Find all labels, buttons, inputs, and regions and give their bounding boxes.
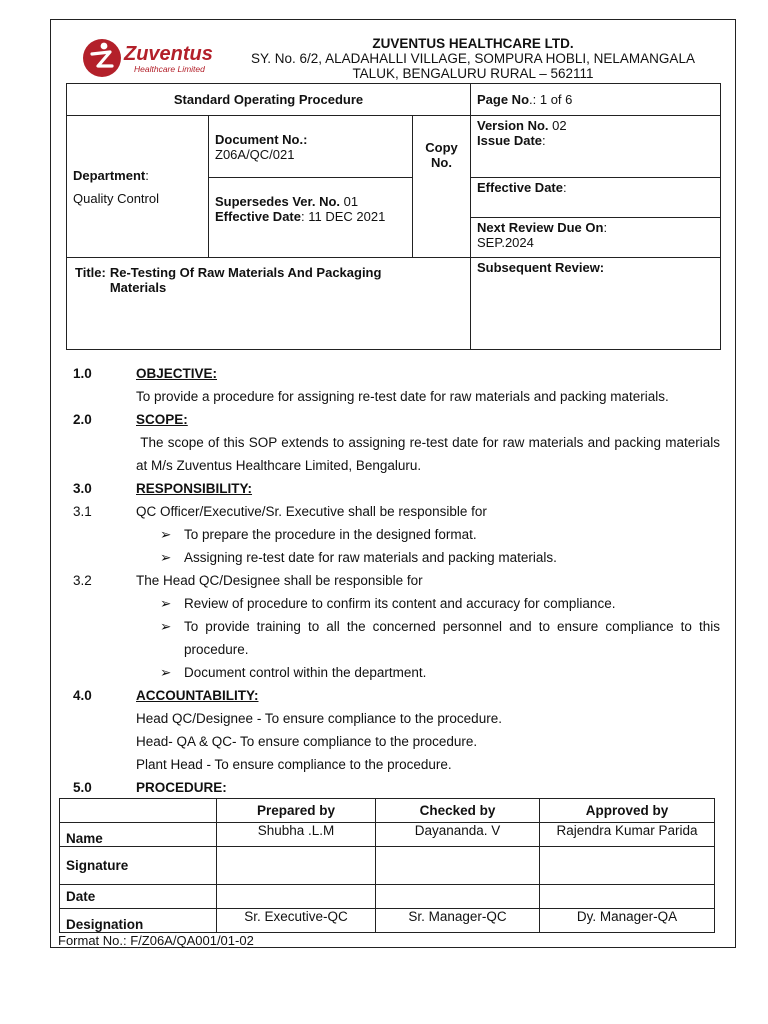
- scope-text: The scope of this SOP extends to assigning re-test date for raw materials and packing materials at M/s Zuventus Healthcare Limited, Bengaluru.: [136, 435, 724, 473]
- list-item: ➢ Document control within the department.: [160, 665, 427, 680]
- copy-no-label: Copy No.: [413, 116, 471, 258]
- format-number: Format No.: F/Z06A/QA001/01-02: [58, 933, 254, 948]
- name-label: Name: [60, 823, 217, 847]
- department-cell: Department: Quality Control: [67, 116, 209, 258]
- title-label: Title:: [75, 265, 106, 280]
- list-item: ➢ Assigning re-test date for raw materials and packing materials.: [160, 550, 557, 565]
- responsibility-3-1: QC Officer/Executive/Sr. Executive shall be responsible for: [136, 504, 487, 519]
- supersedes-label: Supersedes Ver. No.: [215, 194, 341, 209]
- responsibility-heading: RESPONSIBILITY:: [136, 481, 253, 496]
- document-no-value: Z06A/QC/021: [215, 146, 295, 162]
- list-item: ➢ To provide training to all the concerned personnel and to ensure compliance to this procedure.: [160, 619, 720, 657]
- version-label: Version No.: [477, 118, 549, 133]
- checked-by-designation: Sr. Manager-QC: [376, 909, 540, 933]
- next-review-label: Next Review Due On: [477, 220, 604, 235]
- company-name: ZUVENTUS HEALTHCARE LTD.: [372, 36, 574, 51]
- version-cell: Version No. 02 Issue Date:: [471, 116, 721, 178]
- review-dates-cell: Effective Date: Next Review Due On: SEP.2024: [471, 178, 721, 258]
- signature-cell: [540, 847, 715, 885]
- sop-header-table: [66, 83, 721, 350]
- company-address-line2: TALUK, BENGALURU RURAL – 562111: [352, 66, 594, 81]
- objective-heading: OBJECTIVE:: [136, 366, 218, 381]
- date-cell: [217, 885, 376, 909]
- accountability-heading: ACCOUNTABILITY:: [136, 688, 259, 703]
- document-no-label: Document No.:: [215, 131, 308, 147]
- checked-by-header: Checked by: [376, 799, 540, 823]
- supersedes-value: 01: [340, 194, 359, 209]
- approved-by-header: Approved by: [540, 799, 715, 823]
- responsibility-3-2: The Head QC/Designee shall be responsible for: [136, 573, 423, 588]
- department-label: Department: [73, 167, 146, 183]
- supersedes-effective-label: Effective Date: [215, 209, 301, 224]
- supersedes-cell: [209, 178, 413, 258]
- sop-label: Standard Operating Procedure: [67, 84, 471, 116]
- designation-label: Designation: [60, 909, 217, 933]
- logo-text: Zuventus: [124, 43, 213, 65]
- procedure-heading: PROCEDURE:: [136, 780, 227, 795]
- company-header: [228, 36, 718, 81]
- accountability-line: Plant Head - To ensure compliance to the procedure.: [136, 757, 452, 772]
- prepared-by-name: Shubha .L.M: [217, 823, 376, 847]
- sop-body: 1.0 OBJECTIVE: To provide a procedure for assigning re-test date for raw materials and packing materials. 2.0 SCOPE: The scope of this SOP extends to assigning re-test date for raw materials and packing materials at M/s Zuventus Healthcare Limited, Bengaluru. 3.0 RESPONSIBILITY: 3.1 QC Officer/Executive/Sr. Executive shall be responsible for ➢ To prepare the procedure in the designed format. ➢ Assigning re-test date for raw materials and packing materials. 3.2 The Head QC/Designee shall be responsible for ➢ Review of procedure to confirm its content and accuracy for compliance. ➢ To provide training to all the concerned personnel and to ensure compliance to this procedure. ➢ Document control within the department. 4.0 ACCOUNTABILITY: Head QC/Designee - To ensure compliance to the procedure. Head- QA & QC- To ensure compliance to the procedure. Plant Head - To ensure compliance to the procedure. 5.0 PROCEDURE:: [66, 362, 720, 799]
- objective-text: To provide a procedure for assigning re-test date for raw materials and packing materials.: [136, 389, 669, 404]
- issue-date-label: Issue Date: [477, 133, 543, 148]
- prepared-by-header: Prepared by: [217, 799, 376, 823]
- accountability-line: Head- QA & QC- To ensure compliance to the procedure.: [136, 734, 478, 749]
- signoff-table: [59, 798, 715, 933]
- signature-cell: [376, 847, 540, 885]
- approved-by-designation: Dy. Manager-QA: [540, 909, 715, 933]
- document-no-cell: [209, 116, 413, 178]
- department-value: Quality Control: [73, 190, 159, 206]
- company-address-line1: SY. No. 6/2, ALADAHALLI VILLAGE, SOMPURA HOBLI, NELAMANGALA: [251, 51, 695, 66]
- version-value: 02: [548, 118, 567, 133]
- list-item: ➢ To prepare the procedure in the designed format.: [160, 527, 477, 542]
- supersedes-effective-value: : 11 DEC 2021: [300, 209, 386, 224]
- checked-by-name: Dayananda. V: [376, 823, 540, 847]
- date-cell: [376, 885, 540, 909]
- page-number: Page No.: 1 of 6: [471, 84, 721, 116]
- title-cell: [67, 258, 471, 350]
- date-cell: [540, 885, 715, 909]
- scope-heading: SCOPE:: [136, 412, 188, 427]
- zuventus-logo: [82, 36, 222, 80]
- next-review-value: SEP.2024: [477, 235, 534, 250]
- logo-subtext: Healthcare Limited: [134, 64, 205, 74]
- signature-label: Signature: [60, 847, 217, 885]
- effective-date-label: Effective Date: [477, 180, 563, 195]
- date-label: Date: [60, 885, 217, 909]
- prepared-by-designation: Sr. Executive-QC: [217, 909, 376, 933]
- list-item: ➢ Review of procedure to confirm its content and accuracy for compliance.: [160, 596, 616, 611]
- approved-by-name: Rajendra Kumar Parida: [540, 823, 715, 847]
- accountability-line: Head QC/Designee - To ensure compliance to the procedure.: [136, 711, 502, 726]
- signature-cell: [217, 847, 376, 885]
- title-value: Re-Testing Of Raw Materials And Packaging Materials: [109, 265, 382, 295]
- subsequent-review-label: Subsequent Review:: [471, 258, 721, 350]
